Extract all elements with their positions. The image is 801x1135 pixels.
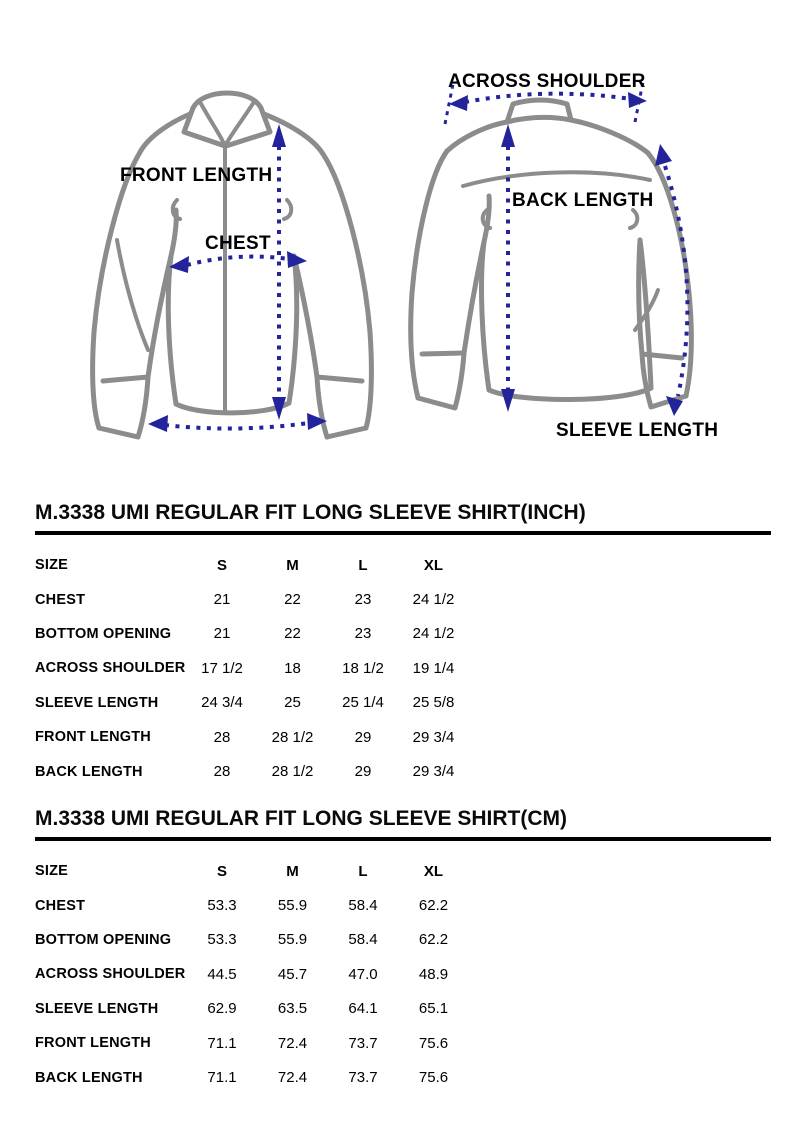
row-label: SLEEVE LENGTH (35, 1000, 159, 1017)
size-value: 24 1/2 (412, 625, 455, 643)
sleeve-length-label: SLEEVE LENGTH (556, 420, 719, 441)
size-value: 71.1 (207, 1034, 237, 1052)
column-header-m: M (286, 556, 299, 574)
row-label: BOTTOM OPENING (35, 931, 172, 948)
size-table-cm (35, 854, 475, 1095)
column-header-xl: XL (423, 862, 444, 880)
size-value: 23 (354, 625, 372, 643)
size-value: 22 (284, 625, 301, 643)
size-value: 48.9 (418, 965, 449, 983)
size-value: 18 (284, 659, 301, 677)
row-label: FRONT LENGTH (35, 729, 151, 746)
table-row (35, 992, 475, 1026)
size-value: 64.1 (348, 1000, 378, 1018)
size-value: 55.9 (277, 897, 308, 915)
column-header-l: L (358, 556, 368, 574)
size-value: 29 (354, 728, 372, 746)
table-row (35, 888, 475, 922)
size-value: 58.4 (348, 897, 378, 915)
shirt-back-illustration (405, 58, 735, 453)
size-value: 72.4 (277, 1069, 308, 1087)
size-value: 44.5 (207, 965, 237, 983)
size-header: SIZE (35, 863, 69, 880)
row-label: CHEST (35, 591, 86, 608)
inch-table-title: M.3338 UMI REGULAR FIT LONG SLEEVE SHIRT(INCH) (35, 501, 586, 524)
cm-title-rule (35, 837, 771, 841)
row-label: BACK LENGTH (35, 763, 143, 780)
size-value: 29 3/4 (412, 728, 455, 746)
size-value: 28 1/2 (271, 763, 314, 781)
table-row (35, 1026, 475, 1060)
inch-title-rule (35, 531, 771, 535)
size-value: 19 1/4 (412, 659, 455, 677)
table-header-row (35, 854, 475, 888)
size-value: 72.4 (277, 1034, 308, 1052)
column-header-s: S (216, 556, 227, 574)
table-row (35, 651, 475, 685)
size-value: 25 5/8 (412, 694, 455, 712)
size-value: 58.4 (348, 931, 378, 949)
row-label: ACROSS SHOULDER (35, 660, 186, 677)
bottom-opening-arrow (165, 423, 309, 429)
size-value: 17 1/2 (201, 659, 243, 677)
size-value: 65.1 (418, 1000, 449, 1018)
table-row (35, 1060, 475, 1094)
size-value: 25 1/4 (342, 694, 384, 712)
size-value: 73.7 (348, 1034, 378, 1052)
size-value: 47.0 (348, 965, 378, 983)
size-value: 55.9 (277, 931, 308, 949)
column-header-s: S (216, 862, 227, 880)
table-header-row (35, 548, 475, 582)
size-value: 62.2 (418, 931, 449, 949)
size-value: 71.1 (207, 1069, 237, 1087)
size-value: 28 1/2 (271, 728, 314, 746)
size-value: 53.3 (207, 897, 237, 915)
size-value: 18 1/2 (342, 659, 384, 677)
table-row (35, 582, 475, 616)
size-value: 75.6 (418, 1034, 449, 1052)
size-value: 28 (213, 728, 231, 746)
column-header-l: L (358, 862, 368, 880)
chest-arrow (187, 257, 289, 265)
measurement-diagram (0, 0, 801, 470)
size-value: 28 (213, 763, 231, 781)
row-label: BOTTOM OPENING (35, 625, 172, 642)
across-shoulder-label: ACROSS SHOULDER (448, 71, 646, 92)
cm-table-title: M.3338 UMI REGULAR FIT LONG SLEEVE SHIRT(CM) (35, 807, 568, 830)
size-value: 21 (213, 591, 231, 609)
size-value: 24 3/4 (201, 694, 243, 712)
table-row (35, 720, 475, 754)
table-row (35, 754, 475, 788)
size-value: 29 (354, 763, 372, 781)
row-label: CHEST (35, 897, 86, 914)
row-label: SLEEVE LENGTH (35, 694, 159, 711)
size-value: 23 (354, 591, 372, 609)
size-table-inch (35, 548, 475, 789)
row-label: BACK LENGTH (35, 1069, 143, 1086)
size-value: 45.7 (277, 965, 308, 983)
size-value: 24 1/2 (412, 591, 455, 609)
column-header-xl: XL (423, 556, 444, 574)
size-value: 53.3 (207, 931, 237, 949)
size-value: 63.5 (277, 1000, 308, 1018)
row-label: FRONT LENGTH (35, 1035, 151, 1052)
row-label: ACROSS SHOULDER (35, 966, 186, 983)
table-row (35, 923, 475, 957)
back-length-label: BACK LENGTH (512, 190, 654, 211)
size-value: 75.6 (418, 1069, 449, 1087)
table-row (35, 957, 475, 991)
column-header-m: M (286, 862, 299, 880)
size-value: 29 3/4 (412, 763, 455, 781)
shirt-front-outline (93, 93, 372, 437)
size-value: 62.2 (418, 897, 449, 915)
chest-label: CHEST (205, 233, 271, 254)
size-value: 73.7 (348, 1069, 378, 1087)
shirt-front-illustration (85, 80, 405, 470)
table-row (35, 686, 475, 720)
size-value: 62.9 (207, 1000, 237, 1018)
table-row (35, 617, 475, 651)
shirt-back-outline (411, 100, 692, 408)
size-value: 25 (284, 694, 301, 712)
front-length-label: FRONT LENGTH (120, 165, 273, 186)
size-header: SIZE (35, 557, 69, 574)
size-value: 21 (213, 625, 231, 643)
size-value: 22 (284, 591, 301, 609)
